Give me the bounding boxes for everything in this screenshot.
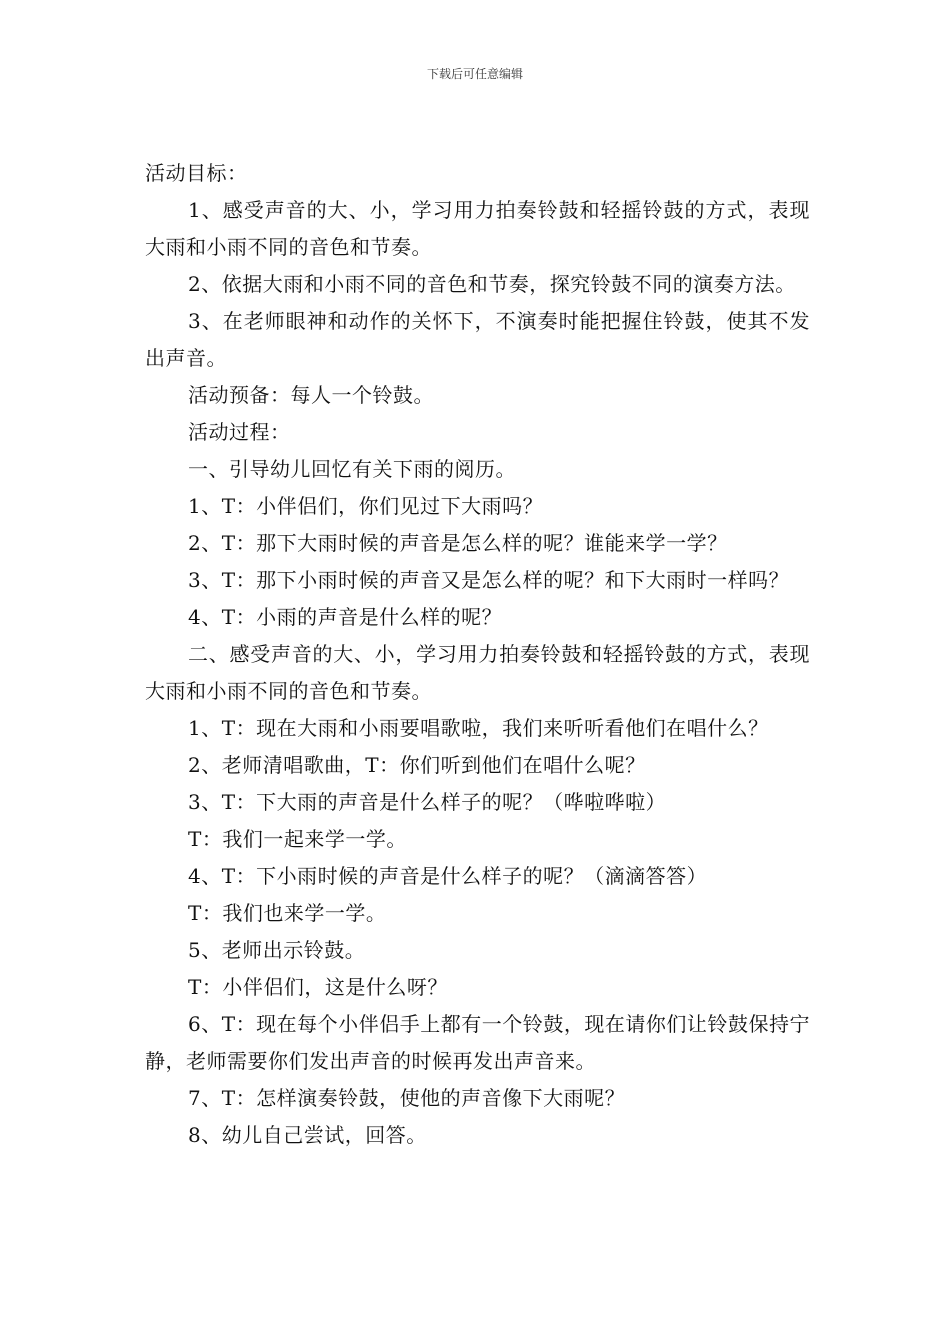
paragraph: T：小伴侣们，这是什么呀？ [188,975,448,999]
paragraph: 1、T：现在大雨和小雨要唱歌啦，我们来听听看他们在唱什么？ [188,716,769,740]
paragraph: 活动目标： [145,161,248,185]
paragraph: 活动预备：每人一个铃鼓。 [188,383,434,407]
paragraph: 2、老师清唱歌曲，T：你们听到他们在唱什么呢？ [188,753,646,777]
paragraph: 2、依据大雨和小雨不同的音色和节奏，探究铃鼓不同的演奏方法。 [188,272,796,296]
paragraph: 1、感受声音的大、小，学习用力拍奏铃鼓和轻摇铃鼓的方式，表现大雨和小雨不同的音色和节奏。 [145,198,810,259]
paragraph: 4、T：小雨的声音是什么样的呢？ [188,605,503,629]
paragraph: 7、T：怎样演奏铃鼓，使他的声音像下大雨呢？ [188,1086,626,1110]
paragraph: 3、在老师眼神和动作的关怀下，不演奏时能把握住铃鼓，使其不发出声音。 [145,309,810,370]
paragraph: 二、感受声音的大、小，学习用力拍奏铃鼓和轻摇铃鼓的方式，表现大雨和小雨不同的音色和节奏。 [145,642,810,703]
paragraph: 3、T：那下小雨时候的声音又是怎么样的呢？和下大雨时一样吗？ [188,568,790,592]
paragraph: 8、幼儿自己尝试，回答。 [188,1123,427,1147]
paragraph: 活动过程： [188,420,291,444]
paragraph: T：我们也来学一学。 [188,901,387,925]
paragraph: 一、引导幼儿回忆有关下雨的阅历。 [188,457,516,481]
paragraph: 6、T：现在每个小伴侣手上都有一个铃鼓，现在请你们让铃鼓保持宁静，老师需要你们发出声音的时候再发出声音来。 [145,1012,810,1073]
document-body [145,155,810,1154]
paragraph: 5、老师出示铃鼓。 [188,938,366,962]
paragraph: 3、T：下大雨的声音是什么样子的呢？（哗啦哗啦） [188,790,667,814]
paragraph: 2、T：那下大雨时候的声音是怎么样的呢？谁能来学一学？ [188,531,728,555]
paragraph: 1、T：小伴侣们，你们见过下大雨吗？ [188,494,544,518]
paragraph: 4、T：下小雨时候的声音是什么样子的呢？（滴滴答答） [188,864,708,888]
page-header-note: 下载后可任意编辑 [426,67,523,81]
paragraph: T：我们一起来学一学。 [188,827,407,851]
